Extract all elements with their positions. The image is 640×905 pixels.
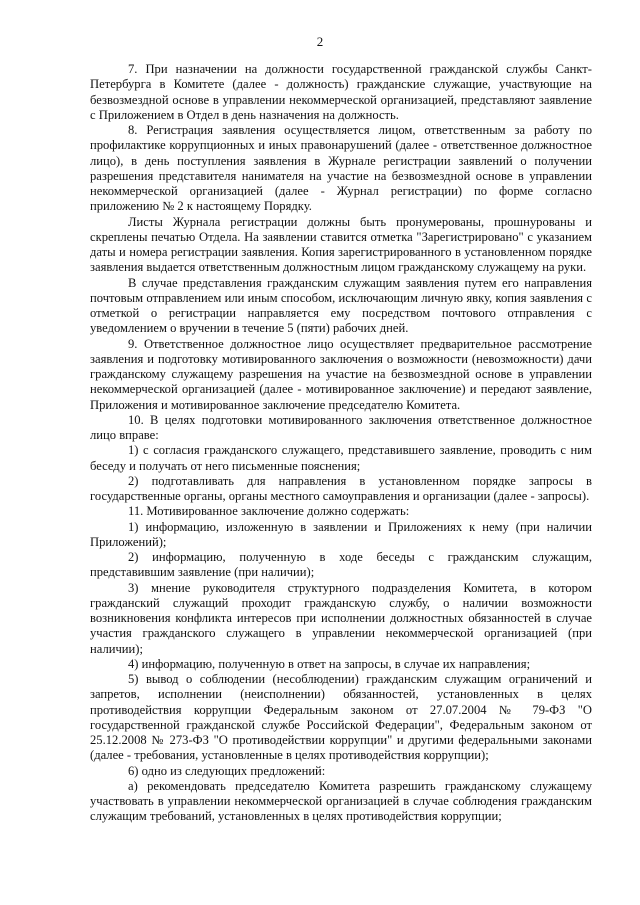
paragraph-postal-submission: В случае представления гражданским служащим заявления путем его направления почтовым отправлением или иным способом, исключающим личную явку, копия заявления с отметкой о регистрации направляется ему посредством почтового отправления с уведомлением о вручении в течение 5 (пяти) рабочих дней.	[90, 275, 592, 336]
paragraph-7: 7. При назначении на должности государственной гражданской службы Санкт-Петербурга в Комитете (далее - должность) гражданские служащие, участвующие на безвозмездной основе в управлении некоммерческой организацией, представляют заявление с Приложением в Отдел в день назначения на должность.	[90, 62, 592, 122]
paragraph-11-item-3: 3) мнение руководителя структурного подразделения Комитета, в котором гражданский служащий проходит гражданскую службу, о наличии возможности возникновения конфликта интересов при исполнении должностных обязанностей в случае участия гражданского служащего в управлении некоммерческой организацией (при наличии);	[90, 580, 592, 656]
paragraph-10-item-1: 1) с согласия гражданского служащего, представившего заявление, проводить с ним беседу и получать от него письменные пояснения;	[90, 443, 592, 473]
paragraph-11-item-2: 2) информацию, полученную в ходе беседы с гражданским служащим, представившим заявление (при наличии);	[90, 550, 592, 580]
paragraph-10-item-2: 2) подготавливать для направления в установленном порядке запросы в государственные органы, органы местного самоуправления и организации (далее - запросы).	[90, 473, 592, 503]
paragraph-8: 8. Регистрация заявления осуществляется лицом, ответственным за работу по профилактике коррупционных и иных правонарушений (далее - ответственное должностное лицо), в день поступления заявления в Журнале регистрации заявлений о получении разрешения представителя нанимателя на участие на безвозмездной основе в управлении некоммерческой организацией (далее - Журнал регистрации) по форме согласно приложению № 2 к настоящему Порядку.	[90, 123, 592, 214]
paragraph-11-item-5: 5) вывод о соблюдении (несоблюдении) гражданским служащим ограничений и запретов, исполнении (неисполнении) обязанностей, установленных в целях противодействия коррупции Федеральным законом от 27.07.2004 № 79-ФЗ "О государственной гражданской службе Российской Федерации", Федеральным законом от 25.12.2008 № 273-ФЗ "О противодействии коррупции" и другими федеральными законами (далее - требования, установленные в целях противодействия коррупции);	[90, 672, 592, 763]
paragraph-10: 10. В целях подготовки мотивированного заключения ответственное должностное лицо вправе:	[90, 412, 592, 442]
paragraph-11-item-6: 6) одно из следующих предложений:	[128, 763, 326, 778]
paragraph-11-item-6a: а) рекомендовать председателю Комитета разрешить гражданскому служащему участвовать в управлении некоммерческой организацией в случае соблюдения гражданским служащим требований, установленных в целях противодействия коррупции;	[90, 778, 592, 824]
paragraph-9: 9. Ответственное должностное лицо осуществляет предварительное рассмотрение заявления и подготовку мотивированного заключения о возможности (невозможности) дачи гражданскому служащему разрешения на участие на безвозмездной основе в управлении некоммерческой организацией (далее - мотивированное заключение) и передают заявление, Приложения и мотивированное заключение председателю Комитета.	[90, 336, 592, 412]
paragraph-11-item-4: 4) информацию, полученную в ответ на запросы, в случае их направления;	[128, 656, 531, 671]
paragraph-11: 11. Мотивированное заключение должно содержать:	[128, 504, 410, 519]
page-number: 2	[316, 34, 324, 49]
paragraph-11-item-1: 1) информацию, изложенную в заявлении и Приложениях к нему (при наличии Приложений);	[90, 519, 592, 549]
document-body	[90, 62, 592, 825]
paragraph-journal-sheets: Листы Журнала регистрации должны быть пронумерованы, прошнурованы и скреплены печатью Отдела. На заявлении ставится отметка "Зарегистрировано" с указанием даты и номера регистрации заявления. Копия зарегистрированного в установленном порядке заявления выдается ответственным должностным лицом гражданскому служащему на руки.	[90, 214, 592, 275]
